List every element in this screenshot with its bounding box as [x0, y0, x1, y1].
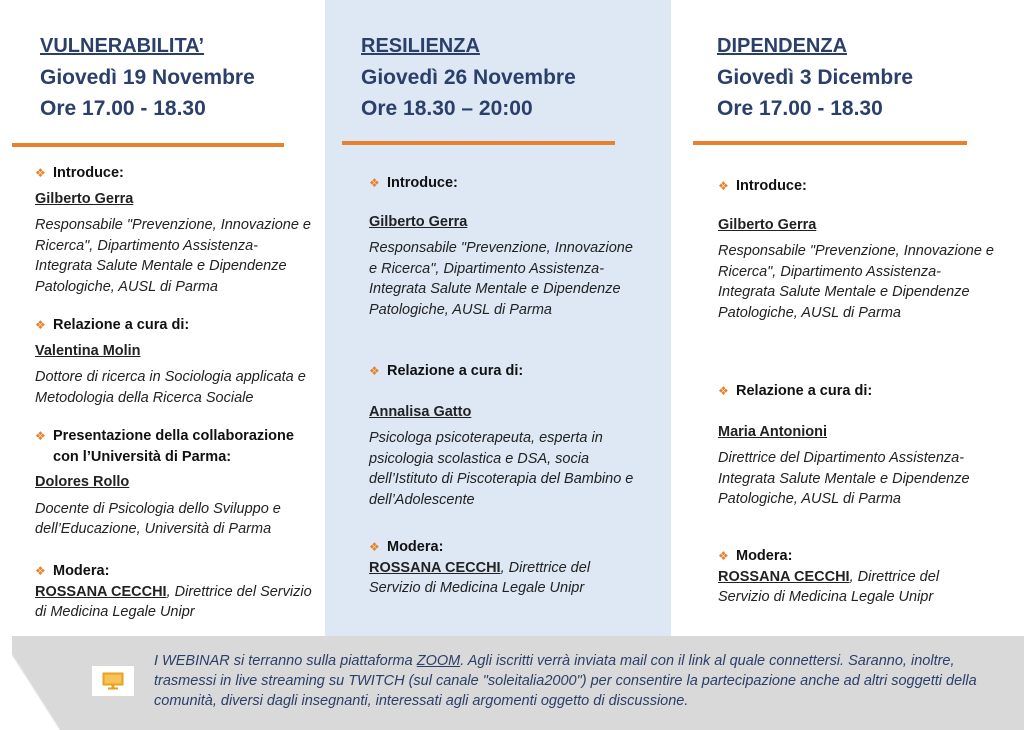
introducer-role: Responsabile "Prevenzione, Innovazione e Ricerca", Dipartimento Assistenza-Integrata Salute Mentale e Dipendenze Patologiche, AUSL di Parma	[369, 240, 633, 318]
column-date: Giovedì 19 Novembre	[40, 66, 255, 89]
column-heading	[717, 31, 913, 124]
relazione-section	[718, 381, 1003, 510]
moderator-role: , Direttrice del Servizio di Medicina Legale Unipr	[718, 568, 940, 605]
speaker-role: Psicologa psicoterapeuta, esperta in psicologia scolastica e DSA, socia dell’Istituto di Piscoterapia del Bambino e dell’Adolescente	[369, 430, 634, 508]
presentazione-section	[35, 426, 320, 540]
column-title: RESILIENZA	[361, 35, 480, 57]
extra-speaker-name: Dolores Rollo	[35, 474, 130, 490]
footer-corner-decoration	[0, 636, 60, 730]
monitor-icon	[102, 672, 124, 690]
moderator-name: ROSSANA CECCHI	[35, 583, 167, 600]
speaker-name: Annalisa Gatto	[369, 403, 472, 420]
column-heading	[361, 31, 576, 124]
introduce-section	[369, 173, 639, 320]
accent-divider	[342, 141, 615, 145]
relazione-label: ❖ Relazione a cura di:	[369, 363, 524, 379]
modera-section	[718, 546, 988, 608]
diamond-bullet-icon: ❖	[718, 384, 729, 398]
relazione-label: ❖ Relazione a cura di:	[35, 317, 190, 333]
diamond-bullet-icon: ❖	[35, 564, 46, 578]
column-date: Giovedì 3 Dicembre	[717, 66, 914, 89]
diamond-bullet-icon: ❖	[35, 318, 46, 332]
introduce-label: ❖ Introduce:	[369, 175, 458, 191]
diamond-bullet-icon: ❖	[35, 166, 46, 180]
accent-divider	[12, 143, 284, 147]
moderator-name: ROSSANA CECCHI	[369, 559, 501, 576]
column-resilienza	[325, 0, 671, 636]
modera-section	[35, 561, 320, 623]
moderator-line	[35, 582, 320, 623]
introduce-section	[718, 176, 998, 323]
presentazione-label: ❖ Presentazione della collaborazione con l’Università di Parma:	[35, 428, 294, 465]
diamond-bullet-icon: ❖	[718, 549, 729, 563]
relazione-section	[369, 361, 644, 510]
speaker-name: Maria Antonioni	[718, 423, 828, 440]
introducer-role: Responsabile "Prevenzione, Innovazione e Ricerca", Dipartimento Assistenza-Integrata Salute Mentale e Dipendenze Patologiche, AUSL di Parma	[718, 243, 994, 321]
column-time: Ore 17.00 - 18.30	[717, 97, 883, 120]
diamond-bullet-icon: ❖	[718, 179, 729, 193]
introduce-label: ❖ Introduce:	[35, 165, 124, 181]
moderator-role: , Direttrice del Servizio di Medicina Legale Unipr	[369, 559, 591, 596]
monitor-icon-box	[92, 666, 134, 696]
introducer-name: Gilberto Gerra	[369, 213, 468, 230]
zoom-link[interactable]: ZOOM	[416, 653, 461, 669]
webinar-info-text: I WEBINAR si terranno sulla piattaforma ZOOM. Agli iscritti verrà inviata mail con il link al quale connettersi. Saranno, inoltre, trasmessi in live streaming su TWITCH (sul canale "soleitalia2000") per consentire la partecipazione anche ad altri soggetti della comunità, diversi dagli insegnanti, interessati agli argomenti oggetto di discussione.	[154, 653, 977, 709]
modera-label: ❖ Modera:	[35, 563, 110, 579]
diamond-bullet-icon: ❖	[369, 540, 380, 554]
introduce-section	[35, 163, 315, 297]
speaker-name: Valentina Molin	[35, 342, 141, 359]
relazione-label: ❖ Relazione a cura di:	[718, 383, 873, 399]
extra-speaker-role: Docente di Psicologia dello Sviluppo e dell’Educazione, Università di Parma	[35, 500, 281, 537]
column-dipendenza	[671, 0, 1024, 636]
relazione-section	[35, 315, 320, 408]
introducer-name: Gilberto Gerra	[718, 216, 817, 233]
column-time: Ore 18.30 – 20:00	[361, 97, 533, 120]
speaker-role: Dottore di ricerca in Sociologia applicata e Metodologia della Ricerca Sociale	[35, 369, 306, 406]
column-time: Ore 17.00 - 18.30	[40, 97, 206, 120]
accent-divider	[693, 141, 967, 145]
modera-label: ❖ Modera:	[718, 548, 793, 564]
modera-label: ❖ Modera:	[369, 539, 444, 555]
introducer-name: Gilberto Gerra	[35, 190, 134, 207]
column-vulnerabilita	[0, 0, 325, 636]
introduce-label: ❖ Introduce:	[718, 178, 807, 194]
column-title: VULNERABILITA’	[40, 35, 205, 57]
column-heading	[40, 31, 255, 124]
moderator-role: , Direttrice del Servizio di Medicina Legale Unipr	[35, 583, 312, 620]
column-date: Giovedì 26 Novembre	[361, 66, 576, 89]
modera-section	[369, 537, 639, 599]
diamond-bullet-icon: ❖	[35, 429, 46, 443]
column-title: DIPENDENZA	[717, 35, 848, 57]
moderator-line	[369, 558, 639, 599]
diamond-bullet-icon: ❖	[369, 176, 380, 190]
introducer-role: Responsabile "Prevenzione, Innovazione e Ricerca", Dipartimento Assistenza-Integrata Salute Mentale e Dipendenze Patologiche, AUSL di Parma	[35, 217, 311, 295]
speaker-role: Direttrice del Dipartimento Assistenza-Integrata Salute Mentale e Dipendenze Patologiche, AUSL di Parma	[718, 450, 970, 507]
diamond-bullet-icon: ❖	[369, 364, 380, 378]
moderator-name: ROSSANA CECCHI	[718, 568, 850, 585]
moderator-line	[718, 567, 988, 608]
